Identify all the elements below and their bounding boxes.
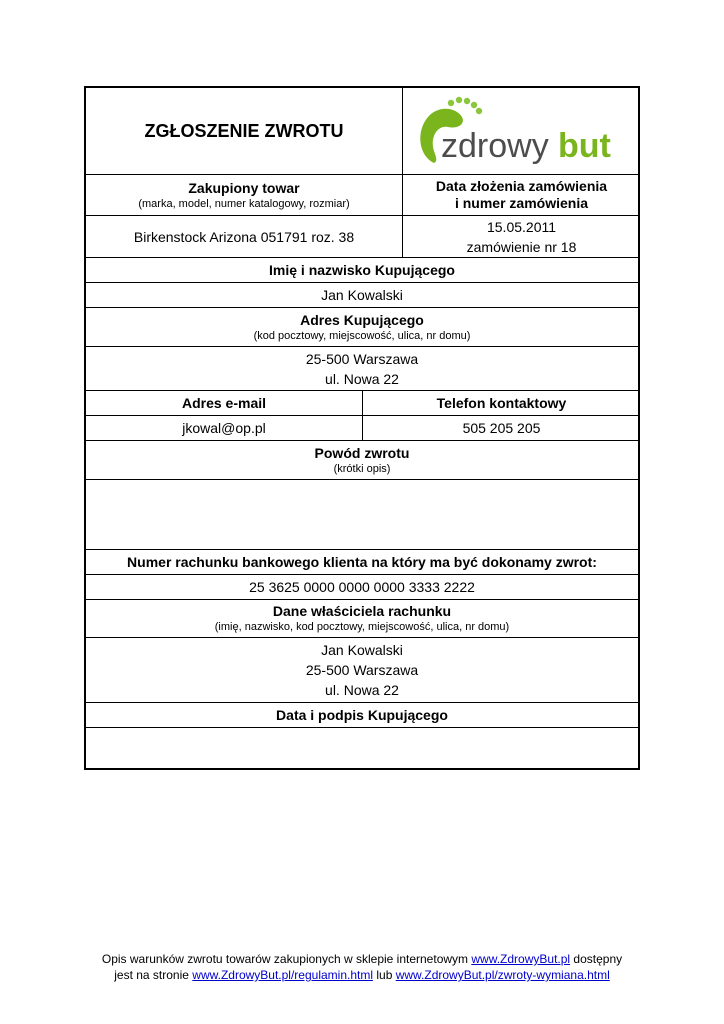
order-label-line1: Data złożenia zamówienia xyxy=(435,178,608,194)
product-order-value-row xyxy=(86,215,638,257)
footer-text1: Opis warunków zwrotu towarów zakupionych w sklepie internetowym xyxy=(101,952,472,966)
bank-value-cell[interactable] xyxy=(86,575,638,599)
contact-header-row xyxy=(86,390,638,415)
email-value: jkowal@op.pl xyxy=(182,420,266,436)
toe-dot xyxy=(447,100,453,106)
bank-label: Numer rachunku bankowego klienta na który ma być dokonamy zwrot: xyxy=(127,553,597,570)
reason-value-cell[interactable] xyxy=(86,480,638,549)
buyer-address-line1: 25-500 Warszawa xyxy=(305,350,419,367)
phone-value-cell[interactable] xyxy=(362,416,640,440)
order-date: 15.05.2011 xyxy=(486,218,557,235)
owner-label: Dane właściciela rachunku xyxy=(272,603,452,619)
signature-label: Data i podpis Kupującego xyxy=(276,706,448,723)
product-value-cell[interactable] xyxy=(86,216,402,257)
form-title: ZGŁOSZENIE ZWROTU xyxy=(144,120,344,141)
owner-value-row xyxy=(86,637,638,702)
reason-value-row xyxy=(86,479,638,549)
reason-hint: (krótki opis) xyxy=(333,462,391,475)
signature-header-cell xyxy=(86,703,638,727)
zwroty-link[interactable]: www.ZdrowyBut.pl/zwroty-wymiana.html xyxy=(395,968,610,982)
buyer-address-header-row xyxy=(86,307,638,346)
phone-label: Telefon kontaktowy xyxy=(436,394,567,411)
footer-note xyxy=(0,951,724,983)
footer-line2 xyxy=(0,967,724,983)
buyer-name-header-row xyxy=(86,257,638,282)
email-header-cell xyxy=(86,391,362,415)
buyer-address-value-cell[interactable] xyxy=(86,347,638,390)
signature-value-cell[interactable] xyxy=(86,728,638,770)
product-label: Zakupiony towar xyxy=(188,179,300,196)
contact-value-row xyxy=(86,415,638,440)
toe-dot xyxy=(455,97,461,103)
signature-value-row xyxy=(86,727,638,770)
phone-header-cell xyxy=(362,391,640,415)
footer-text3: jest na stronie xyxy=(114,968,193,982)
buyer-address-value-row xyxy=(86,346,638,390)
regulamin-link[interactable]: www.ZdrowyBut.pl/regulamin.html xyxy=(192,968,374,982)
owner-value-cell[interactable] xyxy=(86,638,638,702)
email-label: Adres e-mail xyxy=(181,394,267,411)
buyer-address-hint: (kod pocztowy, miejscowość, ulica, nr domu) xyxy=(253,329,471,342)
toe-dot xyxy=(470,102,476,108)
bank-value-row xyxy=(86,574,638,599)
order-header-cell xyxy=(402,175,640,215)
bank-header-cell xyxy=(86,550,638,574)
order-value-cell[interactable] xyxy=(402,216,640,257)
logo-word-zdrowy: zdrowy xyxy=(440,127,549,165)
buyer-name-value-cell[interactable] xyxy=(86,283,638,307)
reason-label: Powód zwrotu xyxy=(314,444,410,461)
buyer-name-value: Jan Kowalski xyxy=(321,287,403,303)
zdrowybut-logo xyxy=(412,91,632,171)
product-order-header-row xyxy=(86,174,638,215)
buyer-address-line2: ul. Nowa 22 xyxy=(325,370,399,387)
bank-account: 25 3625 0000 0000 0000 3333 2222 xyxy=(249,579,475,595)
toe-dot xyxy=(463,98,469,104)
product-hint: (marka, model, numer katalogowy, rozmiar) xyxy=(138,197,350,210)
owner-header-cell xyxy=(86,600,638,637)
buyer-name-header-cell xyxy=(86,258,638,282)
phone-value: 505 205 205 xyxy=(462,420,541,436)
reason-header-cell xyxy=(86,441,638,479)
owner-hint: (imię, nazwisko, kod pocztowy, miejscowość, ulica, nr domu) xyxy=(214,621,510,633)
order-number: zamówienie nr 18 xyxy=(466,238,577,255)
buyer-address-header-cell xyxy=(86,308,638,346)
logo-cell xyxy=(402,88,640,174)
email-value-cell[interactable] xyxy=(86,416,362,440)
owner-line1: Jan Kowalski xyxy=(321,642,403,658)
footer-text2: dostępny xyxy=(570,952,623,966)
header-row xyxy=(86,88,638,174)
bank-header-row xyxy=(86,549,638,574)
order-label-line2: i numer zamówienia xyxy=(454,195,589,211)
reason-header-row xyxy=(86,440,638,479)
product-value: Birkenstock Arizona 051791 roz. 38 xyxy=(133,228,355,245)
return-form xyxy=(84,86,640,770)
toe-dot xyxy=(475,108,481,114)
title-cell xyxy=(86,88,402,174)
owner-line3: ul. Nowa 22 xyxy=(325,682,399,698)
signature-header-row xyxy=(86,702,638,727)
buyer-name-label: Imię i nazwisko Kupującego xyxy=(269,261,455,278)
buyer-name-value-row xyxy=(86,282,638,307)
shop-link[interactable]: www.ZdrowyBut.pl xyxy=(471,952,571,966)
owner-header-row xyxy=(86,599,638,637)
owner-line2: 25-500 Warszawa xyxy=(305,662,419,678)
logo-word-but: but xyxy=(557,127,611,165)
footer-text4: lub xyxy=(373,968,396,982)
product-header-cell xyxy=(86,175,402,215)
footer-line1 xyxy=(0,951,724,967)
buyer-address-label: Adres Kupującego xyxy=(300,311,424,328)
